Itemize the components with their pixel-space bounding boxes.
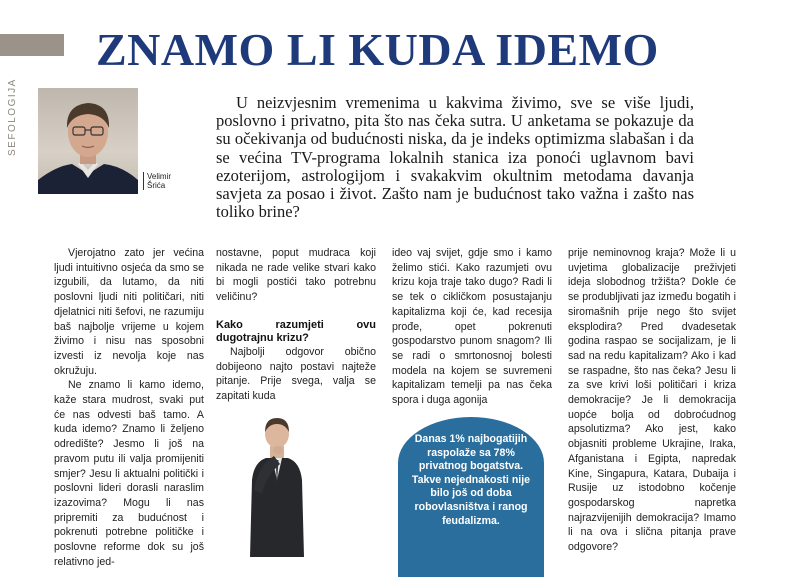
- pull-quote-text: Danas 1% najbogatijih raspolaže sa 78% privatnog bogatstva. Takve nejednakosti nije bilo još od doba robovlasništva i ranog feudalizma.: [411, 433, 531, 527]
- author-last-name: Šrića: [147, 181, 166, 190]
- column-1-paragraph-2: Ne znamo li kamo idemo, kaže stara mudrost, svaki put će nas odvesti baš tamo. A kuda idemo? Znamo li željeno odredište? Jesmo li još na pravom putu ili valja promijeniti smjer? Jesu li aktualni politički i poslovni lideri dorasli naraslim izazovima? Mogu li nas pripremiti za budućnost i pokrenuti potrebne političke i poslovne reforme dok su još relativno jed-: [54, 379, 204, 568]
- article-title: ZNAMO LI KUDA IDEMO: [96, 24, 659, 75]
- author-first-name: Velimir: [147, 172, 172, 181]
- column-4: [568, 246, 736, 555]
- article-intro: U neizvjesnim vremenima u kakvima živimo, sve se više ljudi, poslovno i privatno, pita što nas čeka sutra. U anketama se pokazuje da su očekivanja od budućnosti niska, da je indeks optimizma slabašan i da se većina TV-programa lokalnih stanica iza ponoći uglavnom bavi ezoterijom, astrologijom i svakakvim okultnim metodama davanja savjeta za posao i život. Zašto nam je budućnost tako važna i zašto nas toliko brine?: [216, 93, 694, 222]
- column-4-paragraph-1: prije neminovnog kraja? Može li u uvjetima globalizacije preživjeti ideja slobodnog tržišta? Dokle će se produbljivati jaz između bogatih i siromašnih prije nego što svijet eksplodira? Pred dvadesetak godina raspao se socijalizam, je li sad na redu kapitalizam? Ako i kad se raspadne, što nas čeka? Jesu li za sve krivi loši političari i kriza demokracije? Je li demokracija uopće bolja od dobroćudnog apsolutizma? Ako jest, kako objasniti probleme Ukrajine, Iraka, Afganistana i Egipta, napredak Kine, Singapura, Katara, Dubaija i Rusije uz istodobno kočenje gospodarskog napretka najrazvijenijih demokracija? Imamo li na ova i slična pitanja prave odgovore?: [568, 247, 736, 554]
- author-portrait: [38, 88, 138, 194]
- column-2-paragraph-2: Najbolji odgovor obično dobijeono najto postavi najteže pitanje. Prije svega, valja se zapitati kuda: [216, 345, 376, 402]
- column-2: [216, 246, 376, 404]
- pull-quote: [398, 417, 544, 577]
- column-1-paragraph-1: Vjerojatno zato jer većina ljudi intuitivno osjeća da smo se izgubili, da lutamo, da niti poslovni ljudi niti političari, niti djelatnici niti šefovi, ne razumiju baš najbolje vrijeme u kojem živimo i nisu nas sposobni izvesti iz nevolja koje nas okružuju.: [54, 247, 204, 377]
- businessman-figurine-icon: [232, 410, 322, 557]
- portrait-photo-icon: [38, 88, 138, 194]
- author-byline: [143, 172, 171, 190]
- column-3-paragraph-1: ideo vaj svijet, gdje smo i kamo želimo stići. Kako razumjeti ovu krizu koja traje tako dugo? Radi li se tek o cikličkom posustajanju kapitalizma koji će, kad recesija prođe, opet pokrenuti gospodarstvo punom snagom? Ili se radi o smrtonosnoj bolesti modela na kojem se suvremeni kapitalizam temelji pa nas čeka spora i duga agonija: [392, 247, 552, 407]
- section-label-text: SEFOLOGIJA: [7, 78, 18, 156]
- column-3: [392, 246, 552, 408]
- section-color-bar: [0, 34, 64, 56]
- businessman-figurine: [232, 410, 322, 557]
- column-2-subheading: Kako razumjeti ovu dugotrajnu krizu?: [216, 318, 376, 344]
- column-2-paragraph-1: nostavne, poput mudraca koji nikada ne rade velike stvari kako bi mogli postići tako potrebnu veličinu?: [216, 247, 376, 304]
- column-1: [54, 246, 204, 569]
- section-label: [7, 76, 21, 156]
